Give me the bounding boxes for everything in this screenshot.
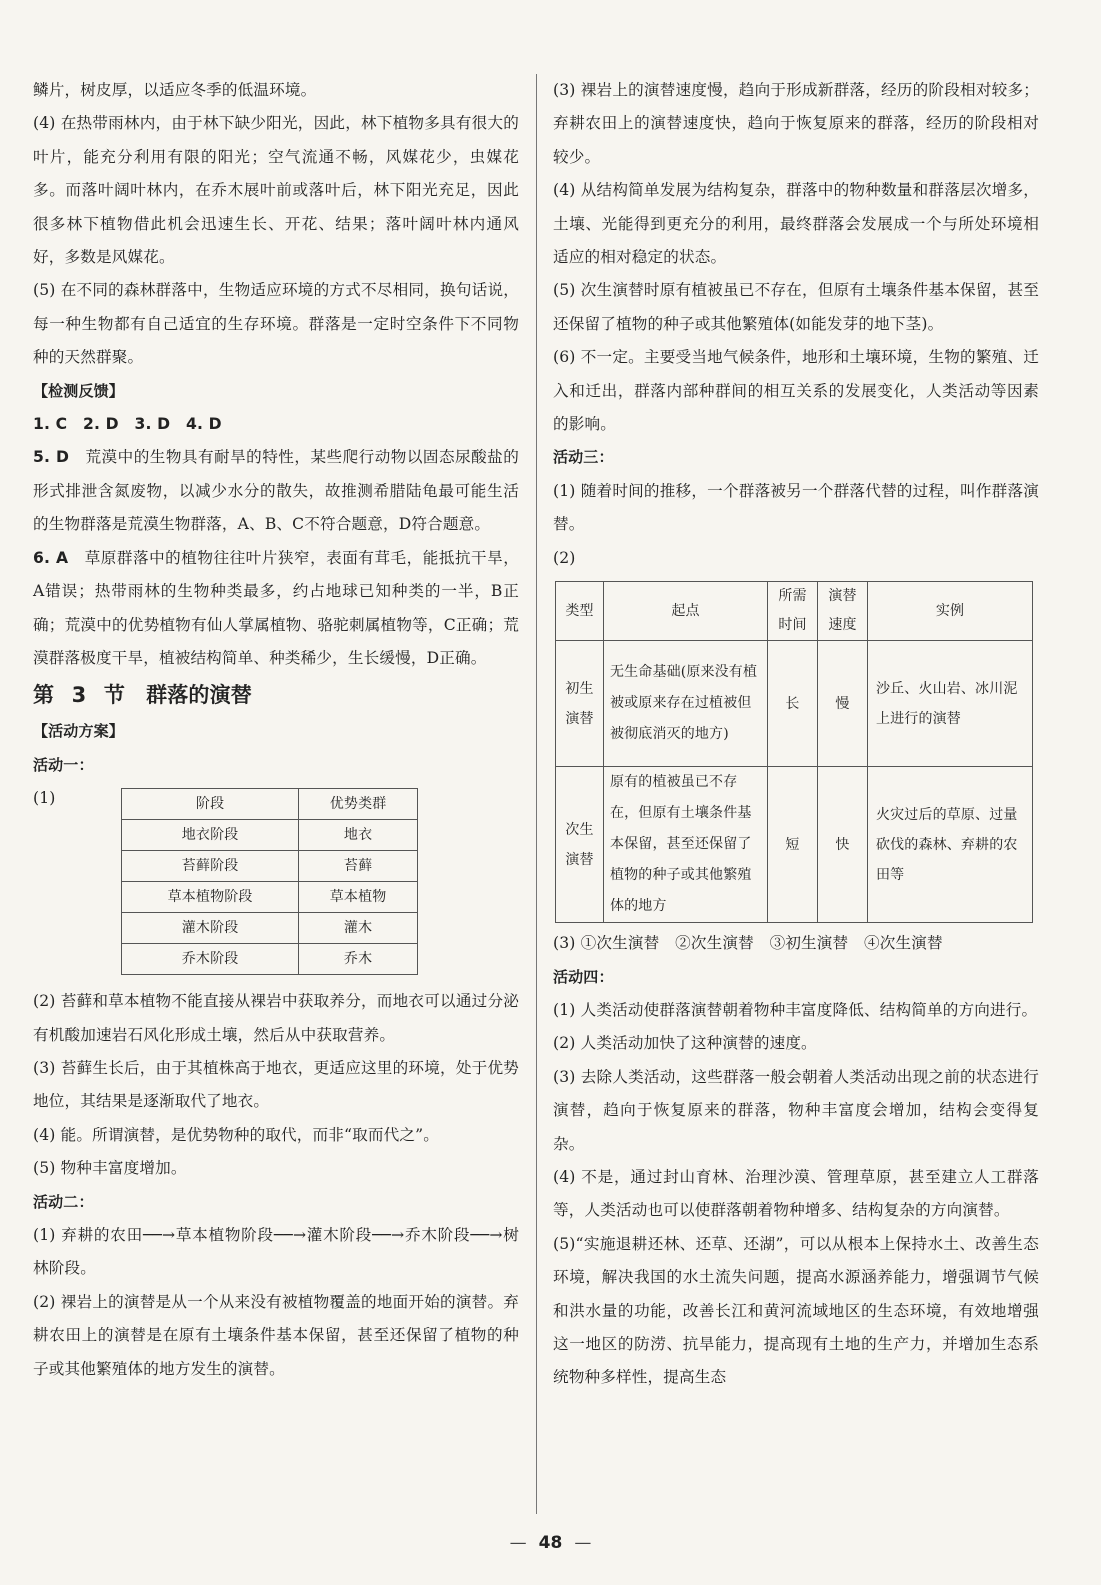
table-row (556, 641, 1033, 767)
table-header: 起点 (604, 582, 768, 641)
question-label: (1) (33, 789, 56, 808)
left-column (33, 74, 519, 1386)
table-header: 优势类群 (299, 789, 418, 820)
paragraph: (3) ①次生演替 ②次生演替 ③初生演替 ④次生演替 (553, 934, 943, 953)
paragraph: (4) 不是，通过封山育林、治理沙漠、管理草原，甚至建立人工群落等，人类活动也可以使群落朝着物种增多、结构复杂的方向演替。 (553, 1167, 1039, 1220)
activity-1-heading: 活动一： (33, 755, 94, 774)
table-cell: 地衣 (299, 820, 418, 851)
table-header: 演替速度 (818, 582, 868, 641)
table-cell: 草本植物阶段 (122, 882, 299, 913)
table-header-row (122, 789, 418, 820)
table-header: 阶段 (122, 789, 299, 820)
answer-5 (33, 441, 519, 541)
succession-table (555, 581, 1033, 923)
answer-number: 6. A (33, 548, 69, 567)
table-cell: 慢 (818, 641, 868, 767)
page-number: 48 (538, 1533, 563, 1553)
table-header: 实例 (868, 582, 1033, 641)
table-cell: 苔藓 (299, 851, 418, 882)
table-cell: 沙丘、火山岩、冰川泥上进行的演替 (868, 641, 1033, 767)
table-cell: 次生演替 (556, 767, 604, 923)
answer-explanation: 草原群落中的植物往往叶片狭窄，表面有茸毛，能抵抗干旱，A错误；热带雨林的生物种类最多，约占地球已知种类的一半，B正确；荒漠中的优势植物有仙人掌属植物、骆驼刺属植物等，C正确；荒漠群落极度干旱，植被结构简单、种类稀少，生长缓慢，D正确。 (33, 548, 519, 667)
footer-dash: — (509, 1533, 527, 1553)
paragraph: (5)“实施退耕还林、还草、还湖”，可以从根本上保持水土、改善生态环境，解决我国的水土流失问题，提高水源涵养能力，增强调节气候和洪水量的功能，改善长江和黄河流域地区的生态环境，有效地增强这一地区的防涝、抗旱能力，提高现有土地的生产力，并增加生态系统物种多样性，提高生态 (553, 1234, 1039, 1387)
paragraph: (1) 随着时间的推移，一个群落被另一个群落代替的过程，叫作群落演替。 (553, 481, 1039, 534)
page-footer (0, 1533, 1101, 1553)
footer-dash: — (574, 1533, 592, 1553)
answer-number: 5. D (33, 448, 70, 467)
table-row (122, 851, 418, 882)
table-cell: 火灾过后的草原、过量砍伐的森林、弃耕的农田等 (868, 767, 1033, 923)
paragraph: (2) 裸岩上的演替是从一个从来没有被植物覆盖的地面开始的演替。弃耕农田上的演替是在原有土壤条件基本保留，甚至还保留了植物的种子或其他繁殖体的地方发生的演替。 (33, 1292, 519, 1378)
stage-table (121, 788, 418, 975)
table-cell: 乔木阶段 (122, 944, 299, 975)
table-cell: 灌木 (299, 913, 418, 944)
paragraph: (2) 人类活动加快了这种演替的速度。 (553, 1034, 817, 1053)
table-cell: 苔藓阶段 (122, 851, 299, 882)
table-row (122, 913, 418, 944)
paragraph: (6) 不一定。主要受当地气候条件，地形和土壤环境，生物的繁殖、迁入和迁出，群落内部种群间的相互关系的发展变化，人类活动等因素的影响。 (553, 348, 1039, 434)
paragraph: (4) 能。所谓演替，是优势物种的取代，而非“取而代之”。 (33, 1125, 439, 1144)
table-cell: 草本植物 (299, 882, 418, 913)
activity-2-heading: 活动二： (33, 1192, 94, 1211)
paragraph: (4) 在热带雨林内，由于林下缺少阳光，因此，林下植物多具有很大的叶片，能充分利用有限的阳光；空气流通不畅，风媒花少，虫媒花多。而落叶阔叶林内，在乔木展叶前或落叶后，林下阳光充足，因此很多林下植物借此机会迅速生长、开花、结果；落叶阔叶林内通风好，多数是风媒花。 (33, 114, 519, 267)
table-cell: 短 (768, 767, 818, 923)
paragraph: (3) 去除人类活动，这些群落一般会朝着人类活动出现之前的状态进行演替，趋向于恢复原来的群落，物种丰富度会增加，结构会变得复杂。 (553, 1067, 1039, 1153)
activity-3-heading: 活动三： (553, 448, 614, 467)
column-divider (536, 74, 537, 1514)
table-cell: 灌木阶段 (122, 913, 299, 944)
table-row (122, 882, 418, 913)
paragraph: 鳞片，树皮厚，以适应冬季的低温环境。 (33, 81, 317, 99)
paragraph: (1) 人类活动使群落演替朝着物种丰富度降低、结构简单的方向进行。 (553, 1000, 1038, 1019)
plan-heading: 【活动方案】 (33, 722, 124, 741)
paragraph: (5) 次生演替时原有植被虽已不存在，但原有土壤条件基本保留，甚至还保留了植物的种子或其他繁殖体(如能发芽的地下茎)。 (553, 281, 1039, 333)
table-cell: 乔木 (299, 944, 418, 975)
paragraph: (2) 苔藓和草本植物不能直接从裸岩中获取养分，而地衣可以通过分泌有机酸加速岩石风化形成土壤，然后从中获取营养。 (33, 992, 519, 1044)
paragraph: (3) 苔藓生长后，由于其植株高于地衣，更适应这里的环境，处于优势地位，其结果是逐渐取代了地衣。 (33, 1058, 519, 1111)
paragraph: (5) 物种丰富度增加。 (33, 1159, 187, 1178)
answer-6 (33, 542, 519, 676)
table-cell: 无生命基础(原来没有植被或原来存在过植被但被彻底消灭的地方) (604, 641, 768, 767)
answer-explanation: 荒漠中的生物具有耐旱的特性，某些爬行动物以固态尿酸盐的形式排泄含氮废物，以减少水分的散失，故推测希腊陆龟最可能生活的生物群落是荒漠生物群落，A、B、C不符合题意，D符合题意。 (33, 448, 519, 534)
table-row (122, 944, 418, 975)
paragraph: (1) 弃耕的农田──→草本植物阶段──→灌木阶段──→乔木阶段──→树林阶段。 (33, 1225, 519, 1278)
feedback-heading: 【检测反馈】 (33, 381, 124, 400)
answer-list: 1. C 2. D 3. D 4. D (33, 415, 222, 434)
paragraph: (3) 裸岩上的演替速度慢，趋向于形成新群落，经历的阶段相对较多；弃耕农田上的演替速度快，趋向于恢复原来的群落，经历的阶段相对较少。 (553, 81, 1039, 166)
paragraph: (5) 在不同的森林群落中，生物适应环境的方式不尽相同，换句话说，每一种生物都有自己适宜的生存环境。群落是一定时空条件下不同物种的天然群聚。 (33, 281, 519, 367)
table-header: 类型 (556, 582, 604, 641)
table-cell: 原有的植被虽已不存在，但原有土壤条件基本保留，甚至还保留了植物的种子或其他繁殖体的地方 (604, 767, 768, 923)
table-row (122, 820, 418, 851)
activity-4-heading: 活动四： (553, 967, 614, 986)
question-label: (2) (553, 548, 576, 567)
table-cell: 初生演替 (556, 641, 604, 767)
table-cell: 地衣阶段 (122, 820, 299, 851)
section-title: 第 3 节 群落的演替 (33, 683, 252, 708)
right-column (553, 74, 1039, 1395)
table-cell: 长 (768, 641, 818, 767)
table-cell: 快 (818, 767, 868, 923)
table-row (556, 767, 1033, 923)
paragraph: (4) 从结构简单发展为结构复杂，群落中的物种数量和群落层次增多，土壤、光能得到更充分的利用，最终群落会发展成一个与所处环境相适应的相对稳定的状态。 (553, 181, 1039, 267)
table-header: 所需时间 (768, 582, 818, 641)
activity-1-q1 (33, 782, 519, 985)
table-header-row (556, 582, 1033, 641)
